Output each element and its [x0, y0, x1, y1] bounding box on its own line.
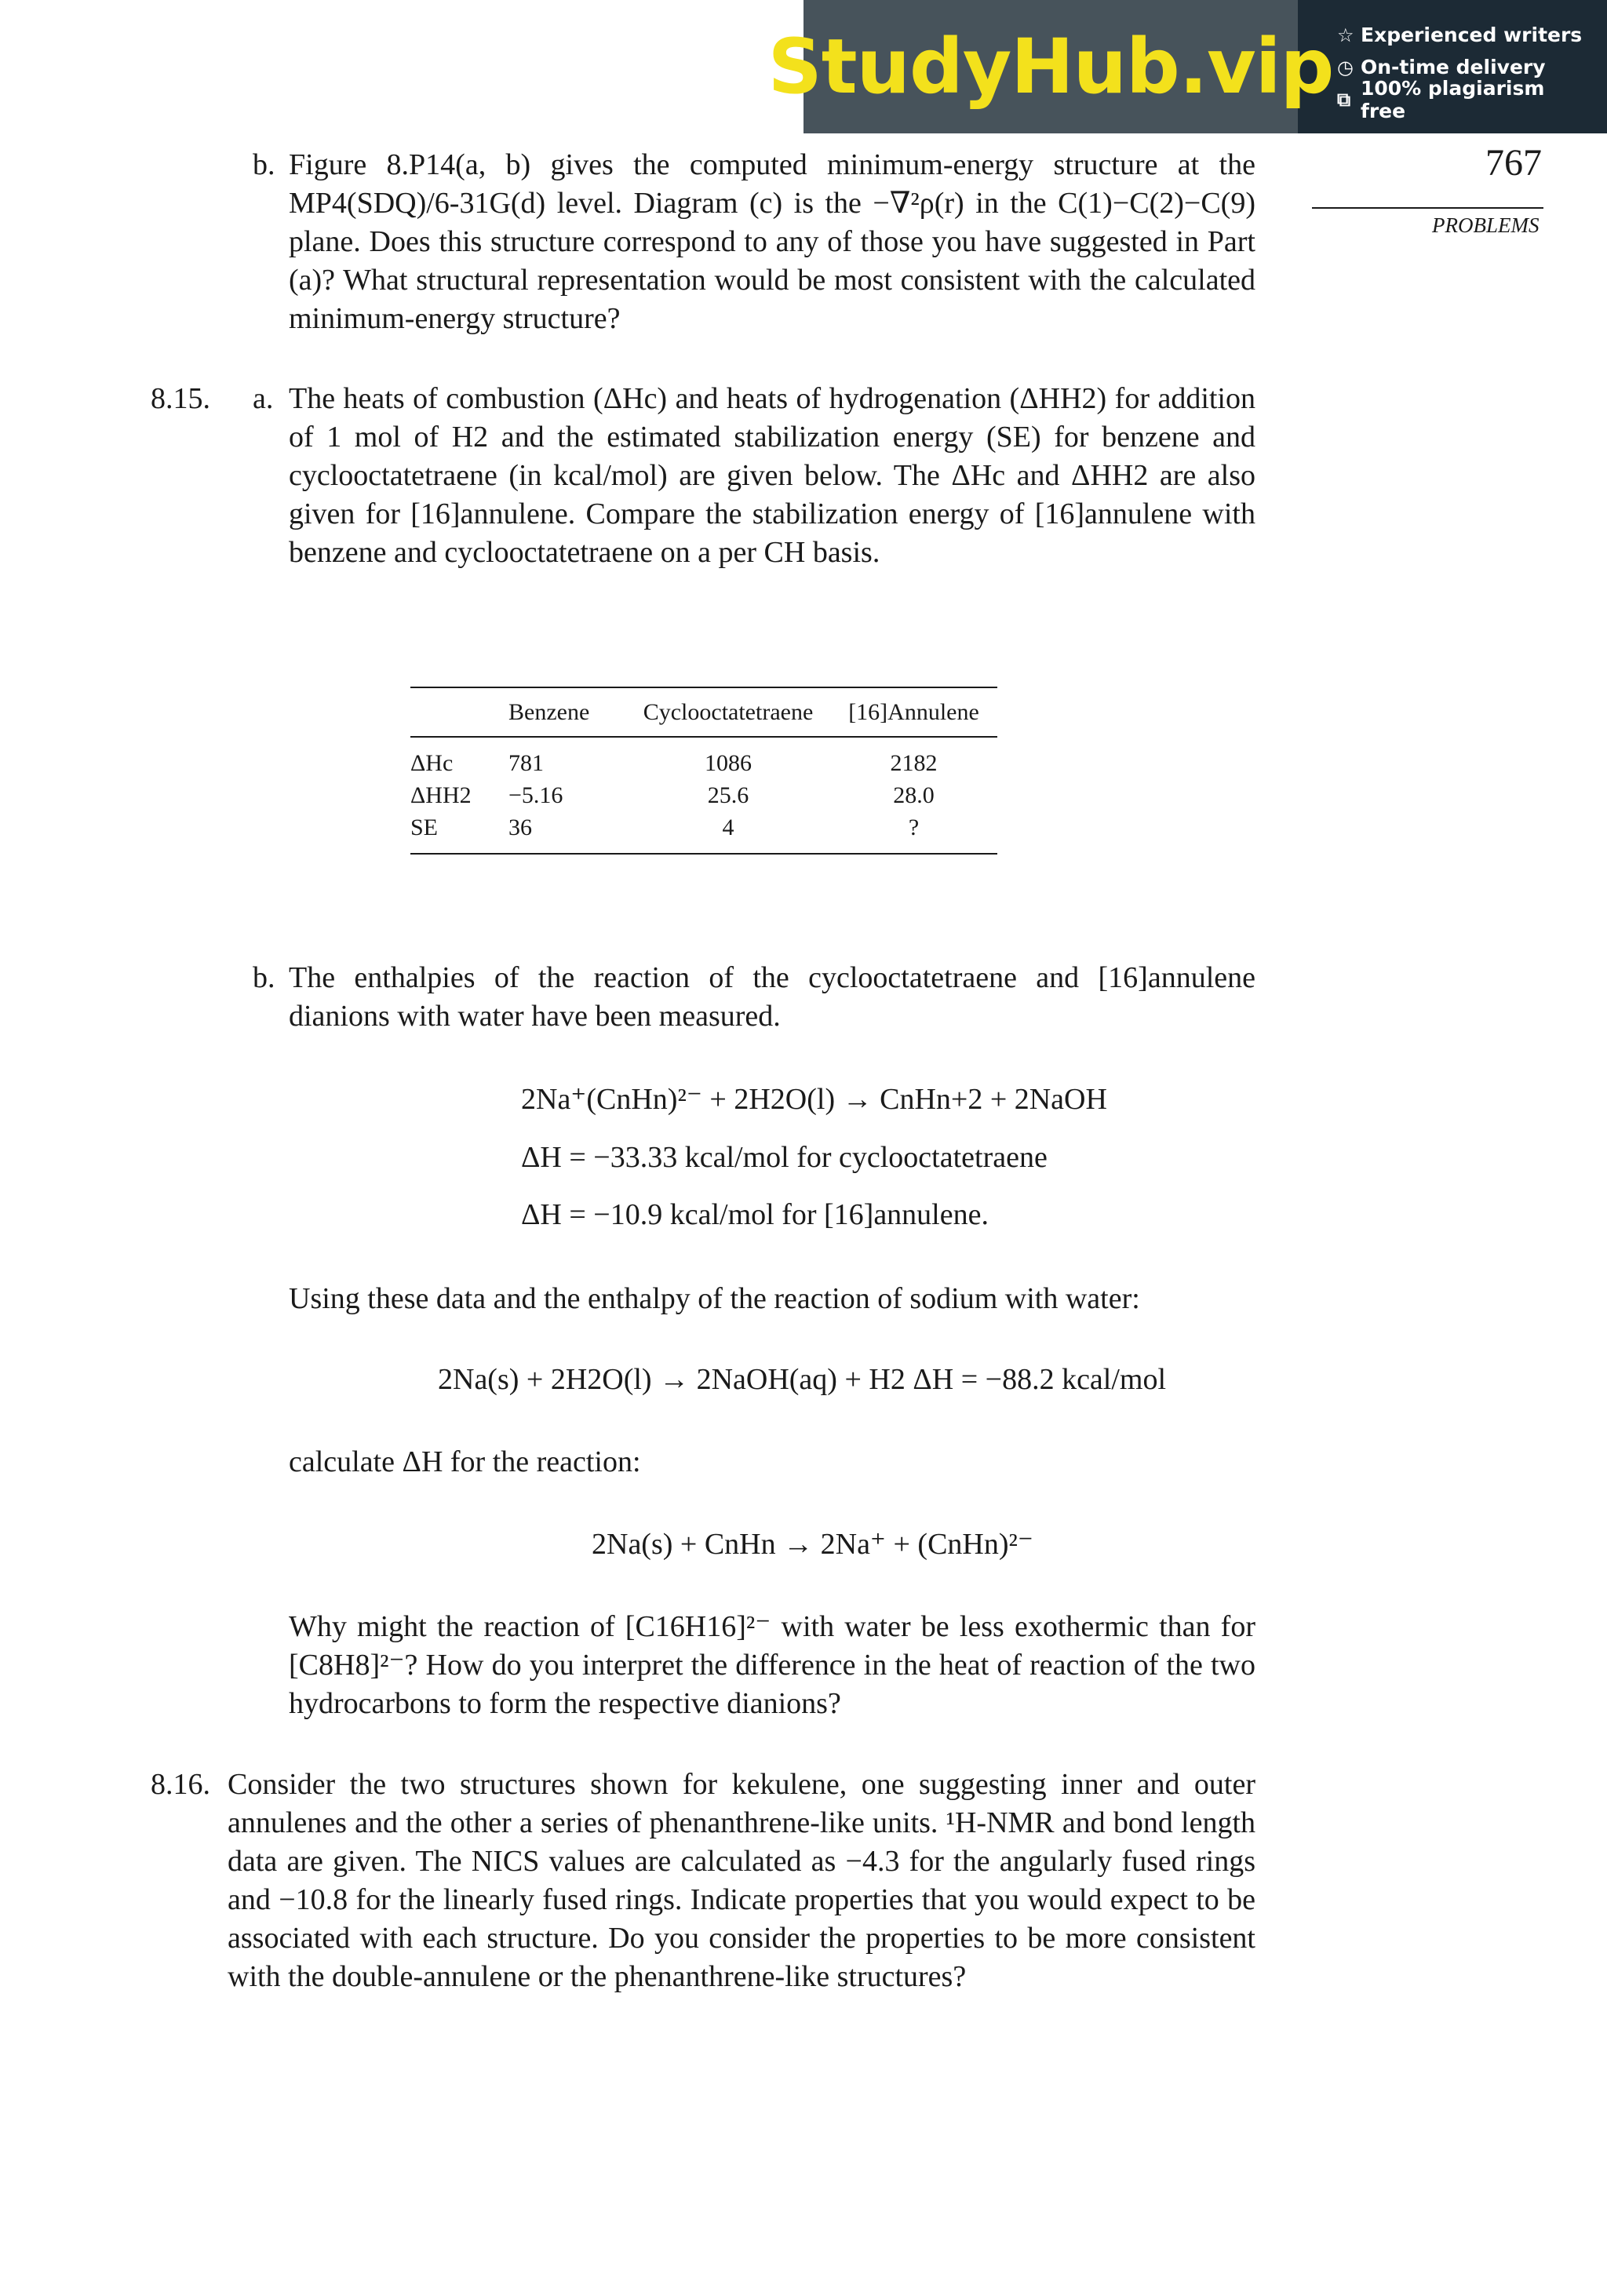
brand-logo[interactable] [767, 0, 1334, 133]
table-row [410, 737, 997, 779]
table-row-label: ΔHH2 [410, 782, 472, 808]
table-cell: 28.0 [893, 782, 935, 808]
feature-item [1337, 19, 1596, 51]
table-cell: ? [908, 815, 920, 840]
using-data-text: Using these data and the enthalpy of the reaction of sodium with water: [289, 1282, 1140, 1315]
enthalpy-annulene: ΔH = −10.9 kcal/mol for [16]annulene. [521, 1198, 989, 1231]
thermo-data-table [410, 687, 997, 855]
table-cell: 36 [508, 815, 532, 840]
feature-label: Experienced writers [1361, 24, 1583, 46]
table-row [410, 779, 997, 811]
table-header-cell: [16]Annulene [830, 687, 997, 737]
brand-logo-text: StudyHub.vip [767, 23, 1334, 111]
table-cell: 781 [508, 750, 544, 776]
feature-list [1337, 19, 1596, 122]
star-outline-icon: ☆ [1337, 24, 1354, 46]
enthalpy-cot: ΔH = −33.33 kcal/mol for cyclooctatetraene [521, 1141, 1048, 1174]
table-row [410, 811, 997, 854]
promo-banner[interactable] [767, 0, 1607, 133]
table-header-cell [410, 687, 508, 737]
copy-icon: ⧉ [1337, 88, 1351, 111]
table-header-cell: Cyclooctatetraene [626, 687, 830, 737]
running-head: PROBLEMS [1432, 213, 1540, 237]
header-rule [1312, 207, 1543, 209]
table-cell: 1086 [705, 750, 752, 776]
table-cell: 2182 [890, 750, 938, 776]
problem-number: 8.15. [151, 382, 210, 415]
table-header-row [410, 687, 997, 737]
problem-8-16-text: Consider the two structures shown for kekulene, one suggesting inner and outer annulenes and the other a series of phenanthrene-like units. ¹H-NMR and bond length data are given. The NICS values are calculated as −4.3 for the angularly fused rings and −10.8 for the linearly fused rings. Indicate properties that you would expect to be associated with each structure. Do you consider the properties to be more consistent with the double-annulene or the phenanthrene-like structures? [228, 1768, 1255, 1993]
table-cell: −5.16 [508, 782, 563, 808]
part-label: a. [253, 382, 274, 415]
calculate-text: calculate ΔH for the reaction: [289, 1445, 641, 1478]
table-cell: 4 [722, 815, 734, 840]
page-number: 767 [1485, 142, 1542, 184]
equation-sodium-water: 2Na(s) + 2H2O(l) → 2NaOH(aq) + H2 ΔH = −88.2 kcal/mol [438, 1363, 1167, 1396]
feature-label: On-time delivery [1361, 56, 1546, 78]
problem-number: 8.16. [151, 1768, 210, 1801]
table-row-label: SE [410, 815, 439, 840]
clock-icon: ◷ [1337, 56, 1354, 78]
table-row-label: ΔHc [410, 750, 454, 776]
problem-8-15a-text: The heats of combustion (ΔHc) and heats of hydrogenation (ΔHH2) for addition of 1 mol of H2 and the estimated stabilization energy (SE) for benzene and cyclooctatetraene (in kcal/mol) are given below. The ΔHc and ΔHH2 are also given for [16]annulene. Compare the stabilization energy of [16]annulene with benzene and cyclooctatetraene on a per CH basis. [289, 382, 1255, 569]
feature-label: 100% plagiarism free [1360, 76, 1545, 122]
feature-item [1337, 76, 1596, 122]
why-question-text: Why might the reaction of [C16H16]²⁻ with water be less exothermic than for [C8H8]²⁻? How do you interpret the difference in the heat of reaction of the two hydrocarbons to form the respective dianions? [289, 1610, 1255, 1720]
part-label: b. [253, 148, 275, 181]
part-label: b. [253, 961, 275, 994]
problem-8-14b-text: Figure 8.P14(a, b) gives the computed minimum-energy structure at the MP4(SDQ)/6-31G(d) level. Diagram (c) is the −∇²ρ(r) in the C(1)−C(2)−C(9) plane. Does this structure correspond to any of those you have suggested in Part (a)? What structural representation would be most consistent with the calculated minimum-energy structure? [289, 148, 1255, 335]
table-header-cell: Benzene [508, 687, 626, 737]
equation-dianion-formation: 2Na(s) + CnHn → 2Na⁺ + (CnHn)²⁻ [592, 1528, 1033, 1561]
table-cell: 25.6 [707, 782, 749, 808]
equation-dianion-water: 2Na⁺(CnHn)²⁻ + 2H2O(l) → CnHn+2 + 2NaOH [521, 1083, 1107, 1116]
problem-8-15b-text: The enthalpies of the reaction of the cyclooctatetraene and [16]annulene dianions with water have been measured. [289, 961, 1255, 1033]
